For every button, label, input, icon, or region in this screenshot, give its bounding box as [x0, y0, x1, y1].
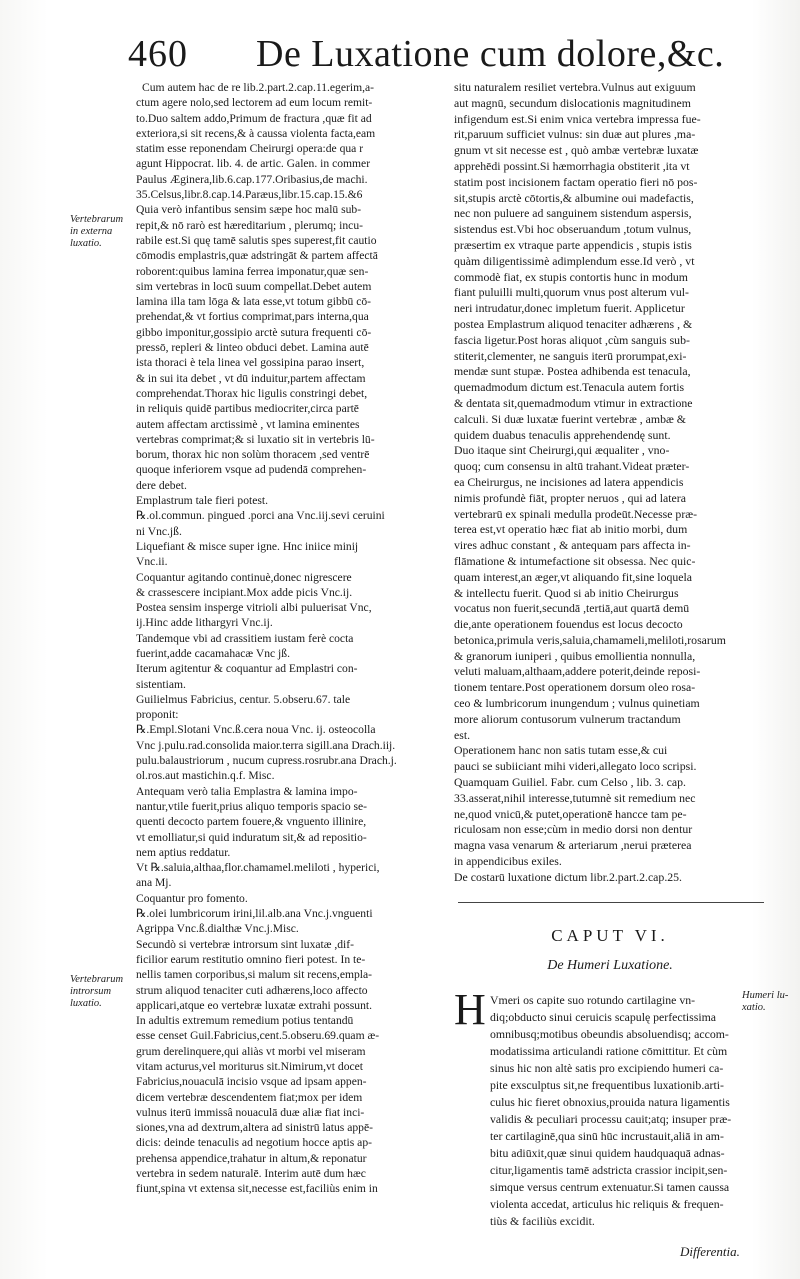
text-line: quàm diligentissimè adimplendum esse.Id verò , vt: [454, 253, 695, 268]
text-line: statim esse reponendam Cheirurgi opera:de qua r: [136, 142, 364, 156]
text-line: & dentata sit,quemadmodum vtimur in extractione: [454, 395, 693, 410]
text-line: Quia verò infantibus sensim sæpe hoc malū sub-: [136, 203, 362, 217]
text-line: riculosam non esse;cùm in medio dorsi non dentur: [454, 822, 693, 837]
text-line: simque versus centrum extenuatur.Si tamen caussa: [490, 1180, 730, 1194]
text-line: quidem duabus tenaculis apprehendendę sunt.: [454, 427, 671, 442]
text-line: Operationem hanc non satis tutam esse,& cui: [454, 743, 668, 758]
text-line: ana Mj.: [136, 876, 172, 890]
text-line: quam interest,an æger,vt aliquando fit,sine loquela: [454, 569, 693, 584]
text-line: quoq; cum consensu in altū trahant.Videat præter-: [454, 459, 690, 474]
text-line: lamina illa tam lōga & lata esse,vt totum gibbū cō-: [136, 295, 372, 309]
chapter-subheading: De Humeri Luxatione.: [547, 958, 673, 973]
text-line: Vt ℞.saluia,althaa,flor.chamamel.meliloti , hyperici,: [136, 861, 380, 875]
catchword: Differentia.: [680, 1244, 740, 1259]
text-line: stiterit,clementer, ne sanguis iterū prorumpat,exi-: [454, 348, 687, 363]
text-line: nem aptius reddatur.: [136, 845, 231, 859]
text-line: ne,quod vnicū,& putet,operationē hancce tam pe-: [454, 806, 687, 821]
text-line: validis & peculiari processu cauit;atq; insuper præ-: [490, 1112, 732, 1126]
right-text-column: [454, 80, 766, 886]
text-line: pulu.balaustriorum , nucum cupress.rosrubr.ana Drach.j.: [136, 754, 397, 768]
text-line: proponit:: [136, 708, 179, 722]
text-line: esse censet Guil.Fabricius,cent.5.obseru.69.quam æ-: [136, 1029, 380, 1043]
text-line: nimis profundè fiāt, propter neruos , qui ad latera: [454, 490, 686, 505]
text-line: prehendat,& vt fortius comprimat,pars interna,qua: [136, 310, 369, 324]
text-line: dere debet.: [136, 478, 187, 492]
text-line: sim vertebras in locū suum compellat.Debet autem: [136, 279, 372, 293]
text-line: fiunt,spina vt extensa sit,necesse est,faciliùs enim in: [136, 1182, 378, 1196]
text-line: exteriora,si sit recens,& à caussa violenta facta,eam: [136, 126, 376, 140]
text-line: vitam acturus,vel moriturus sit.Nimirum,vt docet: [136, 1060, 364, 1073]
text-line: more aliorum contusorum vulnerum tractandum: [454, 711, 681, 726]
text-line: strum aliquod tenaciter cuti adhærens,loco affecto: [136, 983, 368, 997]
text-line: roborent:quibus lamina ferrea imponatur,quæ sen-: [136, 264, 369, 278]
text-line: Vnc j.pulu.rad.consolida maior.terra sigill.ana Drach.iij.: [136, 738, 396, 752]
text-line: Agrippa Vnc.ß.dialthæ Vnc.j.Misc.: [136, 922, 299, 936]
text-line: repit,& nō rarò est hæreditarium , plerumq; incu-: [136, 218, 363, 232]
text-line: agunt Hippocrat. lib. 4. de artic. Galen. in commer: [136, 157, 371, 171]
marginal-line: in externa: [70, 226, 113, 237]
section-divider: [458, 902, 764, 903]
text-line: prehensa appendice,trahatur in altum,& reponatur: [136, 1151, 367, 1165]
text-line: gnum vt sit necesse est , quò ambæ vertebræ luxatæ: [454, 143, 699, 158]
text-line: Postea sensim insperge vitrioli albi puluerisat Vnc,: [136, 601, 372, 615]
text-line: vocatus non fuerit,secundā ,tertiā,aut quartā demū: [454, 601, 690, 616]
text-line: & in sui ita debet , vt dū induitur,partem affectam: [136, 371, 366, 385]
text-line: statim post incisionem factam operatio fieri nō pos-: [454, 174, 698, 189]
marginal-line: xatio.: [742, 1002, 766, 1013]
text-line: culus hic fieret obnoxius,prouida natura ligamentis: [490, 1095, 730, 1109]
page-number: 460: [128, 33, 188, 75]
text-line: borum, thorax hic non solùm thoracem ,sed ventrē: [136, 448, 370, 462]
text-line: Iterum agitentur & coquantur ad Emplastri con-: [136, 662, 358, 676]
text-line: siones,vna ad dextrum,altera ad sinistrū latus appē-: [136, 1121, 373, 1135]
text-line: vertebra in sedem naturalē. Interim autē dum hæc: [136, 1167, 366, 1181]
text-line: diq;obducto sinui ceruicis scapulę perfectissima: [490, 1010, 717, 1024]
text-line: quenti decocto partem fouere,& vnguento illinire,: [136, 815, 367, 829]
chapter-body-text: [490, 992, 740, 1230]
text-line: Liquefiant & misce super igne. Hnc iniice minij: [136, 539, 359, 553]
text-line: ceo & lumbricorum inungendum ; vulnus quinetiam: [454, 696, 700, 711]
text-line: nantur,vtile fuerit,prius aliquo temporis spacio se-: [136, 799, 368, 813]
text-line: & crassescere incipiant.Mox adde picis Vnc.ij.: [136, 585, 353, 599]
text-line: Guilielmus Fabricius, centur. 5.obseru.67. tale: [136, 692, 351, 706]
text-line: calculi. Si duæ luxatæ fuerint vertebræ , ambæ &: [454, 411, 686, 426]
marginal-line: luxatio.: [70, 238, 102, 249]
text-line: terea est,vt operatio hæc fiat ab initio morbi, dum: [454, 522, 688, 537]
text-line: autem affectam arctissimè , vt lamina eminentes: [136, 417, 360, 431]
text-line: Tandemque vbi ad crassitiem iustam ferè cocta: [136, 631, 354, 645]
text-line: In adultis extremum remedium potius tentandū: [136, 1014, 354, 1028]
text-line: dicis: deinde tenaculis ad negotium hocce aptis ap-: [136, 1136, 372, 1150]
marginal-note-external-luxation: [70, 214, 123, 250]
text-line: ni Vnc.jß.: [136, 524, 182, 538]
text-line: neri intrudatur,donec impletum fuerit. Applicetur: [454, 301, 685, 316]
text-line: Quamquam Guiliel. Fabr. cum Celso , lib. 3. cap.: [454, 775, 686, 790]
text-line: De costarū luxatione dictum libr.2.part.2.cap.25.: [454, 869, 683, 884]
text-line: tionem tentare.Post operationem dorsum oleo rosa-: [454, 680, 696, 695]
text-line: cōmodis emplastris,quæ adstringāt & partem affectā: [136, 249, 378, 263]
text-line: die,ante operationem fouendus est locus decocto: [454, 617, 683, 632]
text-line: vertebrarū ex spinali medulla prodeūt.Necesse præ-: [454, 506, 698, 521]
text-line: applicari,atque eo vertebræ luxatæ extrahi possunt.: [136, 998, 372, 1012]
text-line: commodè fiat, ex stupis contortis hunc in modum: [454, 269, 688, 284]
page-header: [128, 30, 768, 78]
text-line: ea Cheirurgus, ne incisiones ad latera appendicis: [454, 474, 684, 489]
text-line: to.Duo saltem addo,Primum de fractura ,quæ fit ad: [136, 111, 372, 125]
marginal-line: Vertebrarum: [70, 214, 124, 225]
text-line: sinus hic non altè satis pro excipiendo humeri ca-: [490, 1061, 724, 1075]
marginal-line: introrsum: [70, 986, 112, 997]
running-title: De Luxatione cum dolore,&c.: [256, 33, 725, 75]
text-line: apprehēdi possint.Si hæmorrhagia obstiterit ,ita vt: [454, 158, 690, 173]
text-line: ficilior earum restitutio omnino fieri potest. In te-: [136, 952, 366, 966]
text-line: citur,ligamentis tamē adstricta crassior incipit,sen-: [490, 1163, 728, 1177]
text-line: situ naturalem resiliet vertebra.Vulnus aut exiguum: [454, 80, 696, 94]
text-line: nec non puluere ad sanguinem sistendum aspersis,: [454, 206, 692, 221]
text-line: ij.Hinc adde lithargyri Vnc.ij.: [136, 616, 273, 630]
text-line: ℞.ol.commun. pingued .porci ana Vnc.iij.sevi ceruini: [136, 509, 385, 523]
marginal-line: luxatio.: [70, 998, 102, 1009]
text-line: Secundò si vertebræ introrsum sint luxatæ ,dif-: [136, 937, 354, 951]
text-line: gibbo imponitur,gossipio arctè sutura frequenti cō-: [136, 325, 372, 339]
text-line: fascia ligetur.Post horas aliquot ,cùm sanguis sub-: [454, 332, 690, 347]
text-line: fuerint,adde cacamahacæ Vnc jß.: [136, 646, 290, 660]
text-line: grum derelinquere,qui aliàs vt morbi vel miseram: [136, 1044, 366, 1058]
drop-capital: H: [454, 985, 486, 1034]
text-line: veluti maluam,althaam,addere poterit,deinde reposi-: [454, 664, 701, 679]
text-line: in appendicibus exiles.: [454, 854, 562, 869]
text-line: ℞.Empl.Slotani Vnc.ß.cera noua Vnc. ij. osteocolla: [136, 723, 376, 737]
text-line: ista thoraci è tela linea vel gossipina parao insert,: [136, 356, 365, 370]
text-line: flāmatione & intumefactione sit obsessa. Nec quic-: [454, 553, 696, 568]
text-line: comprehendat.Thorax hic ligulis constringi debet,: [136, 386, 368, 400]
text-line: pauci se subiiciant mihi videri,allegato loco scripsi.: [454, 759, 697, 774]
text-line: vires adhuc constant , & antequam pars affecta in-: [454, 538, 691, 553]
text-line: ter cartilaginē,qua sinū hūc incrustauit,aliā in am-: [490, 1129, 724, 1143]
text-line: Fabricius,nouaculā incisio vsque ad ipsam appen-: [136, 1075, 367, 1089]
text-line: Emplastrum tale fieri potest.: [136, 494, 269, 508]
text-line: violenta accedat, articulus hic reliquis & frequen-: [490, 1197, 724, 1211]
text-line: nellis tamen corporibus,si malum sit recens,empla-: [136, 968, 373, 982]
text-line: rabile est.Si quę tamē salutis spes superest,fit cautio: [136, 233, 377, 247]
text-line: Cum autem hac de re lib.2.part.2.cap.11.egerim,a-: [142, 81, 374, 94]
marginal-line: Vertebrarum: [70, 974, 124, 985]
text-line: 33.asserat,nihil interesse,tutumnè sit remedium nec: [454, 790, 696, 805]
text-line: magna vasa venarum & arteriarum ,nerui præterea: [454, 838, 692, 853]
text-line: & granorum iuniperi , quibus emollientia nonnulla,: [454, 648, 696, 663]
text-line: ctum agere nolo,sed lectorem ad eum locum remit-: [136, 96, 373, 110]
text-line: sistendus est.Vbi hoc obseruandum ,totum vulnus,: [454, 222, 692, 237]
marginal-line: Humeri lu-: [742, 990, 789, 1001]
text-line: fiant puluilli multi,quorum vnus post alterum vul-: [454, 285, 689, 300]
text-line: rit,paruum sufficiet vulnus: sin duæ aut plures ,ma-: [454, 127, 696, 142]
text-line: bitu adiūxit,quæ sinui quidem haudquaquā adnas-: [490, 1146, 725, 1160]
text-line: 35.Celsus,libr.8.cap.14.Paræus,libr.15.cap.15.&6: [136, 188, 363, 202]
text-line: quemadmodum dictum est.Tenacula autem fortis: [454, 380, 685, 395]
left-text-column: [136, 80, 432, 1197]
marginal-note-internal-luxation: [70, 974, 123, 1010]
text-line: in reliquis quidē partibus mediocriter,circa partē: [136, 402, 359, 416]
text-line: ℞.olei lumbricorum irini,lil.alb.ana Vnc.j.vnguenti: [136, 907, 373, 921]
text-line: postea Emplastrum aliquod tenaciter adhærens , &: [454, 316, 693, 331]
text-line: Coquantur agitando continuè,donec nigrescere: [136, 570, 352, 584]
text-line: Duo itaque sint Cheirurgi,qui æqualiter , vno-: [454, 443, 670, 458]
text-line: vt emolliatur,si quid induratum sit,& ad repositio-: [136, 830, 367, 844]
text-line: sistentiam.: [136, 677, 186, 691]
chapter-heading: CAPUT VI.: [551, 926, 669, 945]
text-line: præsertim ex vtraque parte appendicis , stupis istis: [454, 237, 692, 252]
text-line: vertebras comprimat;& si luxatio sit in vertebris lū-: [136, 432, 375, 446]
text-line: vulnus iterū immissâ nouaculā duæ aliæ fiat inci-: [136, 1105, 365, 1119]
text-line: ol.ros.aut mastichin.q.f. Misc.: [136, 769, 275, 783]
text-line: Vnc.ii.: [136, 555, 168, 569]
text-line: quoque inferiorem vsque ad pudendā comprehen-: [136, 463, 367, 477]
text-line: & intellectu fuerit. Quod si ab initio Cheirurgus: [454, 585, 679, 600]
text-line: est.: [454, 727, 471, 742]
text-line: Coquantur pro fomento.: [136, 891, 248, 905]
marginal-note-humeri: [742, 990, 798, 1014]
text-line: dicem vertebræ descendentem fiat;mox per idem: [136, 1090, 363, 1104]
text-line: pite exsculptus sit,ne frequentibus luxationib.arti-: [490, 1078, 724, 1092]
text-line: sit,stupis arctè cōtortis,& albumine oui madefactis,: [454, 190, 694, 205]
text-line: omnibusq;motibus obeundis absoluendisq; accom-: [490, 1027, 729, 1041]
text-line: mendæ sunt stupæ. Postea adhibenda est tenacula,: [454, 364, 691, 379]
text-line: Paulus Æginera,lib.6.cap.177.Oribasius,de machi.: [136, 172, 368, 186]
text-line: Vmeri os capite suo rotundo cartilagine vn-: [490, 993, 696, 1007]
text-line: aut magnū, secundum dislocationis magnitudinem: [454, 95, 691, 110]
text-line: Antequam verò talia Emplastra & lamina impo-: [136, 784, 358, 798]
text-line: pressō, repleri & linteo obduci debet. Lamina autē: [136, 341, 369, 355]
text-line: tiùs & faciliùs excidit.: [490, 1214, 595, 1228]
text-line: betonica,primula veris,saluia,chamameli,meliloti,rosarum: [454, 632, 726, 647]
text-line: infigendum est.Si enim vnica vertebra impressa fue-: [454, 111, 701, 126]
text-line: modatissima articulandi ratione cōmittitur. Et cùm: [490, 1044, 728, 1058]
